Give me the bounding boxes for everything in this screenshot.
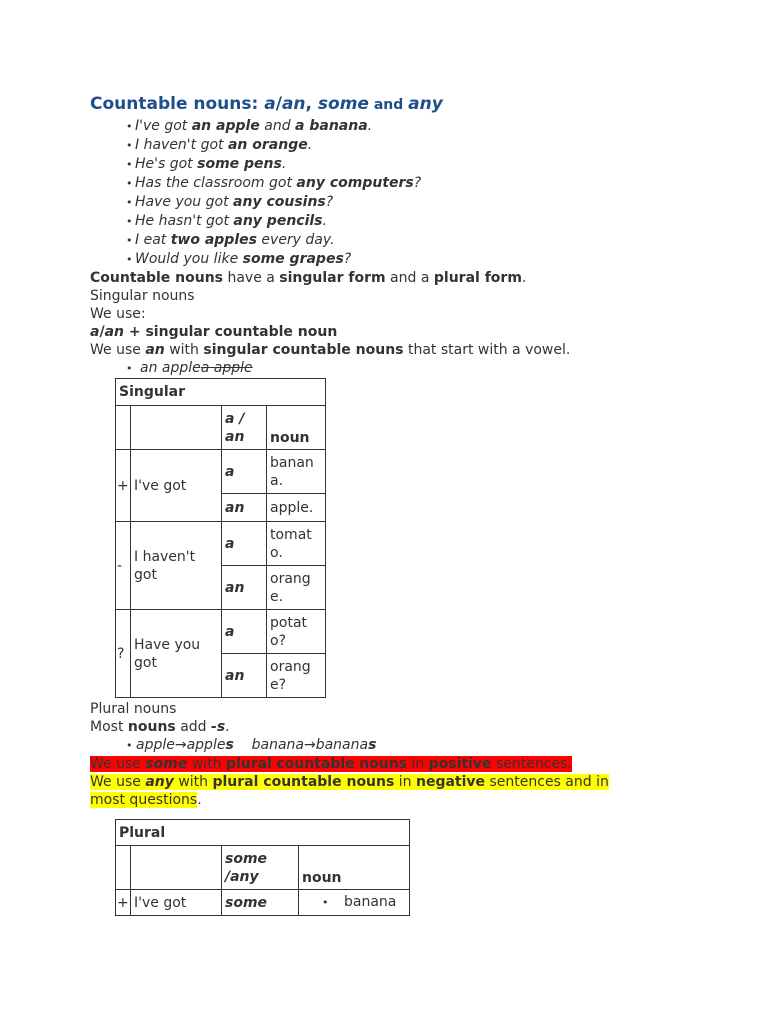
table-row: + I've got some • banana [116, 890, 410, 916]
we-use-label: We use: [90, 306, 146, 322]
table-row: ? Have you got a potato? [116, 610, 326, 654]
page-title [90, 92, 680, 117]
list-item: • Would you like some grapes? [126, 251, 352, 267]
document-page [90, 92, 680, 378]
bullet-icon: • [126, 362, 133, 375]
title-and: and [368, 97, 409, 113]
table-row: an orange. [116, 566, 326, 610]
arrow-icon: → [303, 737, 316, 753]
vowel-example: • an applea apple [126, 360, 253, 376]
list-item: • Have you got any cousins? [126, 194, 334, 210]
plural-section [90, 700, 680, 809]
table-row: + I've got a banana. [116, 450, 326, 494]
title-an: an [281, 94, 306, 114]
title-a: a [264, 94, 276, 114]
plural-example: • apple→apples banana→bananas [126, 737, 377, 753]
bullet-icon: • [126, 253, 133, 266]
table-caption: Singular [116, 379, 326, 406]
title-slash: / [275, 94, 282, 114]
title-some: some [317, 94, 369, 114]
column-header: a / an [222, 406, 267, 450]
plural-heading: Plural nouns [90, 701, 177, 717]
list-item: • Has the classroom got any computers? [126, 175, 422, 191]
bullet-icon: • [126, 196, 133, 209]
singular-table [115, 378, 326, 698]
table-row: - I haven't got a tomato. [116, 522, 326, 566]
table-row: an apple. [116, 494, 326, 522]
title-text: Countable nouns: [90, 94, 265, 114]
plural-table [115, 819, 410, 916]
bullet-icon: • [126, 120, 133, 133]
list-item: • I haven't got an orange. [126, 137, 313, 153]
bullet-icon: • [322, 896, 329, 909]
bullet-icon: • [126, 139, 133, 152]
list-item: • I eat two apples every day. [126, 232, 335, 248]
arrow-icon: → [174, 737, 187, 753]
bullet-icon: • [126, 158, 133, 171]
bullet-icon: • [126, 177, 133, 190]
title-any: any [408, 94, 443, 114]
column-header: noun [299, 846, 410, 890]
title-comma: , [305, 94, 318, 114]
singular-formula: a/an + singular countable noun [90, 324, 338, 340]
singular-heading: Singular nouns [90, 288, 195, 304]
table-row: an orange? [116, 654, 326, 698]
bullet-icon: • [126, 739, 133, 752]
some-rule: We use some with plural countable nouns in positive sentences. [90, 756, 572, 772]
table-caption: Plural [116, 820, 410, 846]
bullet-icon: • [126, 215, 133, 228]
any-rule-continued: most questions. [90, 792, 202, 808]
vowel-rule: We use an with singular countable nouns that start with a vowel. [90, 342, 571, 358]
countable-rule: Countable nouns have a singular form and a plural form. [90, 270, 527, 286]
column-header: noun [267, 406, 326, 450]
any-rule: We use any with plural countable nouns in negative sentences and in [90, 774, 609, 790]
list-item: • I've got an apple and a banana. [126, 118, 373, 134]
list-item: • He hasn't got any pencils. [126, 213, 327, 229]
list-item: • He's got some pens. [126, 156, 287, 172]
examples-list [90, 117, 680, 269]
plural-rule: Most nouns add -s. [90, 719, 230, 735]
column-header: some /any [222, 846, 299, 890]
bullet-icon: • [126, 234, 133, 247]
